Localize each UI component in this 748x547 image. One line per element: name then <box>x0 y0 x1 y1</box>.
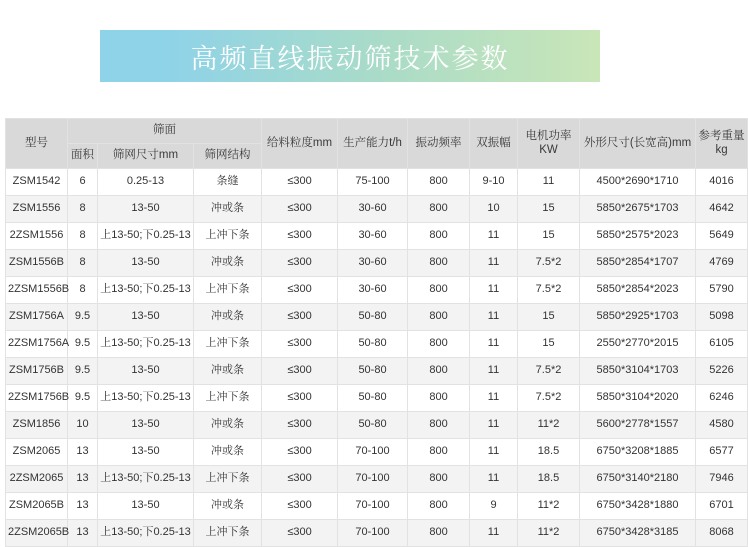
cell-weight: 6701 <box>696 493 748 520</box>
cell-feed-size: ≤300 <box>262 169 338 196</box>
table-row <box>6 358 748 385</box>
cell-power: 11*2 <box>518 520 580 547</box>
cell-frequency: 800 <box>408 196 470 223</box>
cell-weight: 4016 <box>696 169 748 196</box>
header-weight: 参考重量kg <box>696 119 748 169</box>
cell-frequency: 800 <box>408 466 470 493</box>
cell-area: 13 <box>68 439 98 466</box>
cell-frequency: 800 <box>408 520 470 547</box>
cell-mesh-size: 上13-50;下0.25-13 <box>98 277 194 304</box>
cell-mesh-size: 13-50 <box>98 304 194 331</box>
cell-dimensions: 5850*2675*1703 <box>580 196 696 223</box>
cell-model: 2ZSM2065B <box>6 520 68 547</box>
cell-mesh-struct: 条缝 <box>194 169 262 196</box>
cell-power: 15 <box>518 196 580 223</box>
cell-power: 15 <box>518 223 580 250</box>
cell-frequency: 800 <box>408 412 470 439</box>
cell-area: 6 <box>68 169 98 196</box>
page-title: 高频直线振动筛技术参数 <box>190 43 510 75</box>
cell-weight: 8068 <box>696 520 748 547</box>
cell-weight: 4769 <box>696 250 748 277</box>
cell-dimensions: 5850*3104*1703 <box>580 358 696 385</box>
cell-mesh-struct: 冲或条 <box>194 493 262 520</box>
cell-dimensions: 5850*3104*2020 <box>580 385 696 412</box>
cell-model: 2ZSM1756B <box>6 385 68 412</box>
cell-dimensions: 6750*3140*2180 <box>580 466 696 493</box>
table-row <box>6 331 748 358</box>
cell-area: 9.5 <box>68 331 98 358</box>
cell-mesh-struct: 冲或条 <box>194 250 262 277</box>
table-row <box>6 169 748 196</box>
table-row <box>6 466 748 493</box>
cell-frequency: 800 <box>408 493 470 520</box>
cell-mesh-size: 13-50 <box>98 358 194 385</box>
cell-power: 11 <box>518 169 580 196</box>
cell-mesh-struct: 上冲下条 <box>194 385 262 412</box>
cell-mesh-struct: 冲或条 <box>194 304 262 331</box>
table-row <box>6 196 748 223</box>
cell-amplitude: 11 <box>470 520 518 547</box>
cell-model: ZSM1556B <box>6 250 68 277</box>
cell-power: 7.5*2 <box>518 250 580 277</box>
cell-amplitude: 9 <box>470 493 518 520</box>
table-row <box>6 277 748 304</box>
cell-capacity: 30-60 <box>338 250 408 277</box>
cell-amplitude: 10 <box>470 196 518 223</box>
cell-frequency: 800 <box>408 331 470 358</box>
cell-mesh-size: 上13-50;下0.25-13 <box>98 466 194 493</box>
cell-model: 2ZSM1556 <box>6 223 68 250</box>
cell-power: 11*2 <box>518 493 580 520</box>
header-group-screen: 筛面 <box>68 119 262 144</box>
cell-capacity: 50-80 <box>338 412 408 439</box>
cell-frequency: 800 <box>408 385 470 412</box>
header-model: 型号 <box>6 119 68 169</box>
cell-mesh-struct: 冲或条 <box>194 358 262 385</box>
spec-table <box>5 118 748 547</box>
table-body <box>6 169 748 547</box>
cell-power: 18.5 <box>518 466 580 493</box>
cell-amplitude: 11 <box>470 331 518 358</box>
header-capacity: 生产能力t/h <box>338 119 408 169</box>
cell-feed-size: ≤300 <box>262 196 338 223</box>
cell-capacity: 70-100 <box>338 520 408 547</box>
cell-mesh-size: 13-50 <box>98 412 194 439</box>
cell-weight: 5098 <box>696 304 748 331</box>
cell-mesh-struct: 上冲下条 <box>194 223 262 250</box>
cell-mesh-struct: 上冲下条 <box>194 277 262 304</box>
cell-feed-size: ≤300 <box>262 277 338 304</box>
cell-dimensions: 2550*2770*2015 <box>580 331 696 358</box>
cell-mesh-size: 0.25-13 <box>98 169 194 196</box>
cell-feed-size: ≤300 <box>262 250 338 277</box>
cell-area: 8 <box>68 250 98 277</box>
header-feed-size: 给料粒度mm <box>262 119 338 169</box>
cell-mesh-struct: 冲或条 <box>194 412 262 439</box>
cell-mesh-size: 13-50 <box>98 493 194 520</box>
cell-capacity: 70-100 <box>338 439 408 466</box>
cell-amplitude: 11 <box>470 466 518 493</box>
cell-capacity: 30-60 <box>338 196 408 223</box>
table-row <box>6 493 748 520</box>
cell-feed-size: ≤300 <box>262 520 338 547</box>
cell-model: 2ZSM2065 <box>6 466 68 493</box>
cell-mesh-size: 上13-50;下0.25-13 <box>98 331 194 358</box>
cell-model: 2ZSM1556B <box>6 277 68 304</box>
cell-weight: 6246 <box>696 385 748 412</box>
cell-dimensions: 5850*2575*2023 <box>580 223 696 250</box>
cell-frequency: 800 <box>408 277 470 304</box>
cell-mesh-size: 13-50 <box>98 196 194 223</box>
cell-mesh-struct: 上冲下条 <box>194 466 262 493</box>
table-row <box>6 304 748 331</box>
cell-model: ZSM2065B <box>6 493 68 520</box>
cell-model: ZSM1756A <box>6 304 68 331</box>
cell-area: 9.5 <box>68 304 98 331</box>
cell-frequency: 800 <box>408 223 470 250</box>
cell-weight: 6105 <box>696 331 748 358</box>
title-banner <box>100 30 600 82</box>
cell-feed-size: ≤300 <box>262 304 338 331</box>
cell-area: 13 <box>68 493 98 520</box>
table-row <box>6 412 748 439</box>
cell-model: ZSM2065 <box>6 439 68 466</box>
cell-amplitude: 11 <box>470 250 518 277</box>
cell-weight: 4642 <box>696 196 748 223</box>
cell-dimensions: 5850*2925*1703 <box>580 304 696 331</box>
cell-power: 11*2 <box>518 412 580 439</box>
cell-capacity: 70-100 <box>338 466 408 493</box>
header-area: 面积 <box>68 144 98 169</box>
cell-amplitude: 11 <box>470 304 518 331</box>
cell-area: 13 <box>68 466 98 493</box>
table-row <box>6 250 748 277</box>
cell-frequency: 800 <box>408 250 470 277</box>
cell-model: ZSM1856 <box>6 412 68 439</box>
cell-capacity: 50-80 <box>338 385 408 412</box>
cell-weight: 4580 <box>696 412 748 439</box>
cell-dimensions: 4500*2690*1710 <box>580 169 696 196</box>
cell-model: 2ZSM1756A <box>6 331 68 358</box>
cell-mesh-size: 上13-50;下0.25-13 <box>98 223 194 250</box>
cell-dimensions: 6750*3208*1885 <box>580 439 696 466</box>
cell-frequency: 800 <box>408 304 470 331</box>
cell-weight: 5790 <box>696 277 748 304</box>
header-amplitude: 双振幅 <box>470 119 518 169</box>
cell-dimensions: 6750*3428*1880 <box>580 493 696 520</box>
cell-area: 8 <box>68 223 98 250</box>
cell-amplitude: 11 <box>470 385 518 412</box>
cell-mesh-struct: 冲或条 <box>194 196 262 223</box>
cell-dimensions: 5600*2778*1557 <box>580 412 696 439</box>
cell-capacity: 75-100 <box>338 169 408 196</box>
cell-mesh-struct: 上冲下条 <box>194 331 262 358</box>
cell-power: 7.5*2 <box>518 358 580 385</box>
cell-feed-size: ≤300 <box>262 466 338 493</box>
cell-power: 15 <box>518 331 580 358</box>
header-mesh-size: 筛网尺寸mm <box>98 144 194 169</box>
cell-feed-size: ≤300 <box>262 385 338 412</box>
table-row <box>6 223 748 250</box>
header-frequency: 振动频率 <box>408 119 470 169</box>
cell-frequency: 800 <box>408 358 470 385</box>
cell-amplitude: 11 <box>470 358 518 385</box>
header-dimensions: 外形尺寸(长宽高)mm <box>580 119 696 169</box>
cell-amplitude: 11 <box>470 223 518 250</box>
cell-capacity: 70-100 <box>338 493 408 520</box>
table-row <box>6 439 748 466</box>
cell-model: ZSM1556 <box>6 196 68 223</box>
cell-area: 8 <box>68 277 98 304</box>
cell-frequency: 800 <box>408 439 470 466</box>
cell-feed-size: ≤300 <box>262 358 338 385</box>
cell-capacity: 30-60 <box>338 277 408 304</box>
cell-capacity: 30-60 <box>338 223 408 250</box>
cell-amplitude: 11 <box>470 412 518 439</box>
cell-dimensions: 5850*2854*2023 <box>580 277 696 304</box>
cell-capacity: 50-80 <box>338 304 408 331</box>
cell-power: 18.5 <box>518 439 580 466</box>
cell-area: 8 <box>68 196 98 223</box>
cell-weight: 7946 <box>696 466 748 493</box>
cell-area: 9.5 <box>68 358 98 385</box>
table-row <box>6 385 748 412</box>
cell-amplitude: 11 <box>470 439 518 466</box>
table-row <box>6 520 748 547</box>
cell-feed-size: ≤300 <box>262 439 338 466</box>
cell-feed-size: ≤300 <box>262 331 338 358</box>
cell-mesh-size: 上13-50;下0.25-13 <box>98 385 194 412</box>
cell-mesh-struct: 冲或条 <box>194 439 262 466</box>
cell-frequency: 800 <box>408 169 470 196</box>
cell-power: 7.5*2 <box>518 385 580 412</box>
cell-weight: 5649 <box>696 223 748 250</box>
header-row-top <box>6 119 748 144</box>
header-mesh-struct: 筛网结构 <box>194 144 262 169</box>
table-header <box>6 119 748 169</box>
header-power: 电机功率KW <box>518 119 580 169</box>
cell-amplitude: 9-10 <box>470 169 518 196</box>
cell-power: 15 <box>518 304 580 331</box>
cell-capacity: 50-80 <box>338 358 408 385</box>
cell-weight: 6577 <box>696 439 748 466</box>
cell-area: 13 <box>68 520 98 547</box>
cell-capacity: 50-80 <box>338 331 408 358</box>
cell-amplitude: 11 <box>470 277 518 304</box>
cell-feed-size: ≤300 <box>262 223 338 250</box>
cell-power: 7.5*2 <box>518 277 580 304</box>
cell-mesh-struct: 上冲下条 <box>194 520 262 547</box>
cell-model: ZSM1756B <box>6 358 68 385</box>
cell-mesh-size: 上13-50;下0.25-13 <box>98 520 194 547</box>
cell-mesh-size: 13-50 <box>98 250 194 277</box>
cell-area: 10 <box>68 412 98 439</box>
cell-mesh-size: 13-50 <box>98 439 194 466</box>
cell-dimensions: 5850*2854*1707 <box>580 250 696 277</box>
cell-weight: 5226 <box>696 358 748 385</box>
cell-dimensions: 6750*3428*3185 <box>580 520 696 547</box>
cell-feed-size: ≤300 <box>262 493 338 520</box>
cell-feed-size: ≤300 <box>262 412 338 439</box>
cell-area: 9.5 <box>68 385 98 412</box>
cell-model: ZSM1542 <box>6 169 68 196</box>
